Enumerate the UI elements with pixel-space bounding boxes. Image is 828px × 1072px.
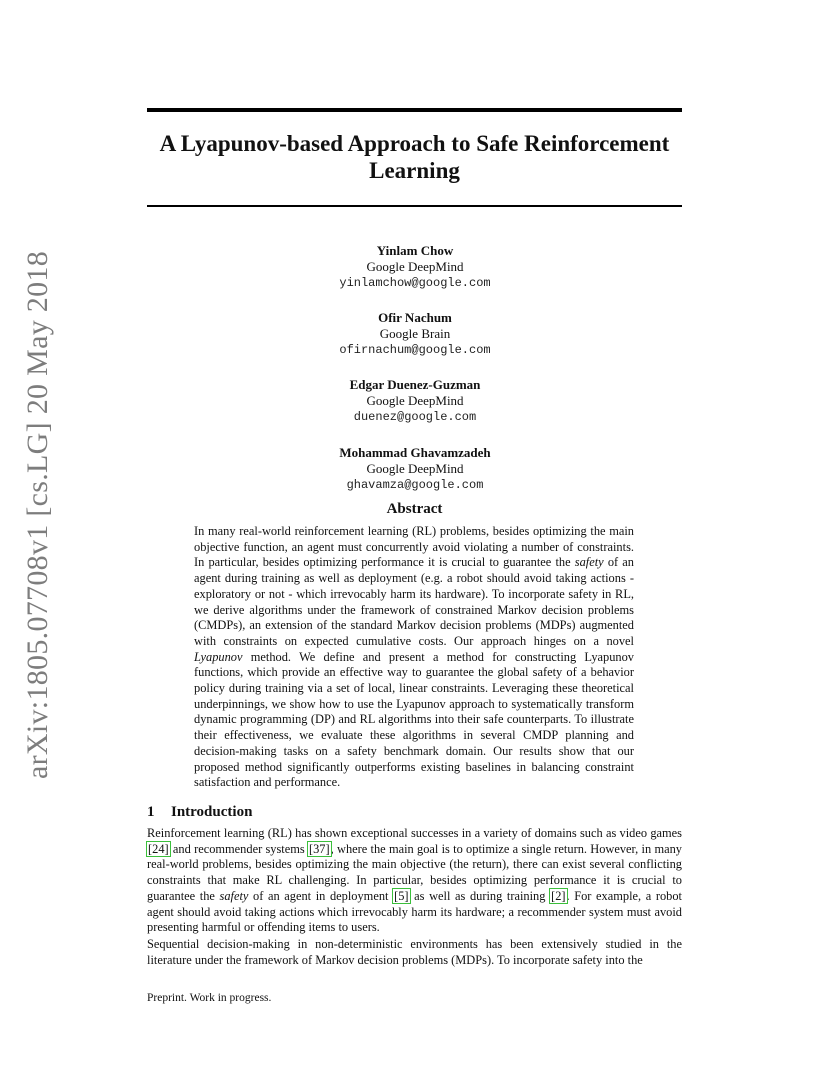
author-name: Edgar Duenez-Guzman: [349, 377, 481, 392]
title-rule-top: [147, 108, 682, 112]
abstract-text: method. We define and present a method for constructing Lyapunov functions, which provide an effective way to guarantee the global safety of a behavior policy during training via a set of local, linear constraints. Leveraging these theoretical underpinnings, we show how to use the Lyapunov approach to systematically transform dynamic programming (DP) and RL algorithms into their safe counterparts. To illustrate their effectiveness, we evaluate these algorithms in several CMDP planning and decision-making tasks on a safety benchmark domain. Our results show that our proposed method significantly outperforms existing baselines in balancing constraint satisfaction and performance.: [194, 649, 634, 790]
abstract-body: [194, 524, 634, 791]
abstract-emphasis: safety: [574, 555, 604, 570]
paragraph-text: as well as during training: [409, 888, 551, 903]
paper-title: A Lyapunov-based Approach to Safe Reinforcement Learning: [159, 131, 670, 183]
author-affiliation: Google Brain: [379, 326, 451, 341]
abstract-text: In many real-world reinforcement learning (RL) problems, besides optimizing the main objective function, an agent must concurrently avoid violating a number of constraints. In particular, besides optimizing performance it is crucial to guarantee the: [194, 524, 634, 570]
arxiv-identifier-stamp: [18, 251, 58, 779]
paragraph-text: Reinforcement learning (RL) has shown exceptional successes in a variety of domains such as video games: [147, 826, 682, 840]
author-affiliation: Google DeepMind: [366, 259, 464, 274]
intro-paragraph: Sequential decision-making in non-deterministic environments has been extensively studied in the literature under the framework of Markov decision problems (MDPs). To incorporate safety into the: [147, 937, 682, 967]
citation-link[interactable]: [2]: [551, 888, 566, 903]
author-block: [200, 243, 630, 291]
author-block: [200, 377, 630, 425]
author-name: Mohammad Ghavamzadeh: [339, 445, 491, 460]
footer-note: Preprint. Work in progress.: [147, 992, 272, 1004]
section-number: 1: [147, 804, 155, 820]
author-name: Yinlam Chow: [376, 243, 454, 258]
abstract-emphasis: Lyapunov: [194, 649, 243, 664]
author-email: ghavamza@google.com: [346, 478, 484, 492]
intro-paragraph: [147, 826, 682, 936]
abstract-heading: Abstract: [386, 501, 443, 517]
citation-link[interactable]: [24]: [148, 841, 169, 856]
arxiv-identifier: arXiv:1805.07708v1 [cs.LG] 20 May 2018: [21, 251, 54, 779]
paragraph-text: , where the main goal is to optimize a single return. However, in many real-world problems, besides optimizing the main objective (the return), there can exist several conflicting constraints that make RL challenging. In particular, besides optimizing performance it is crucial to guarantee the: [147, 841, 682, 903]
author-block: [200, 445, 630, 493]
paragraph-text: . For example, a robot agent should avoid taking actions which irrevocably harm its hardware; a recommender system must avoid presenting harmful or offending items to users.: [147, 888, 682, 935]
paragraph-text: of an agent in deployment: [248, 888, 394, 903]
section-title: Introduction: [171, 804, 253, 820]
citation-link[interactable]: [37]: [308, 841, 330, 856]
author-email: duenez@google.com: [353, 410, 477, 424]
title-rule-bottom: [147, 205, 682, 207]
section-heading-introduction: [147, 803, 252, 821]
paragraph-text: and recommender systems: [169, 841, 308, 856]
author-email: ofirnachum@google.com: [339, 343, 491, 357]
paragraph-emphasis: safety: [219, 888, 249, 903]
citation-link[interactable]: [5]: [394, 888, 409, 903]
abstract-text: of an agent during training as well as deployment (e.g. a robot should avoid taking actions - exploratory or not - which irrevocably harm its hardware). To incorporate safety in RL, we derive algorithms under the framework of constrained Markov decision problems (CMDPs), an extension of the standard Markov decision problems (MDPs) augmented with constraints on expected cumulative costs. Our approach hinges on a novel: [194, 555, 635, 648]
author-affiliation: Google DeepMind: [366, 461, 464, 476]
author-name: Ofir Nachum: [378, 310, 452, 325]
author-email: yinlamchow@google.com: [339, 276, 491, 290]
author-affiliation: Google DeepMind: [366, 393, 464, 408]
author-block: [200, 310, 630, 358]
